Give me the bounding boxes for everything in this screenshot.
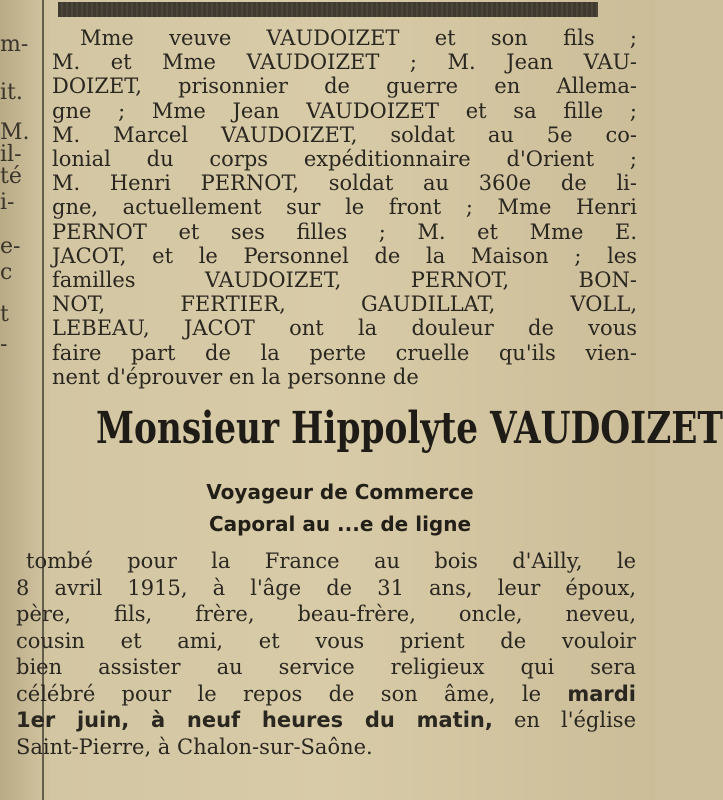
notice-line: gne, actuellement sur le front ; Mme Henri (52, 195, 637, 220)
body-line: célébré pour le repos de son âme, le (16, 681, 542, 706)
notice-family-list (52, 26, 637, 389)
body-line: tombé pour la France au bois d'Ailly, le (26, 549, 636, 573)
notice-line: lonial du corps expéditionnaire d'Orient ; (52, 147, 637, 172)
notice-line: gne ; Mme Jean VAUDOIZET et sa fille ; (52, 98, 637, 123)
notice-line: DOIZET, prisonnier de guerre en Allema- (52, 74, 637, 99)
rank-subtitle: Caporal au ...e de ligne (208, 512, 472, 536)
occupation-subtitle: Voyageur de Commerce (206, 480, 474, 504)
fragment-text: e- (0, 234, 21, 259)
notice-line: M. Henri PERNOT, soldat au 360e de li- (52, 171, 637, 196)
deceased-name-heading: Monsieur Hippolyte VAUDOIZET (96, 403, 723, 454)
notice-line: PERNOT et ses filles ; M. et Mme E. (52, 219, 637, 244)
notice-body (16, 548, 636, 760)
notice-line: familles VAUDOIZET, PERNOT, BON- (52, 268, 637, 293)
notice-line: Mme veuve VAUDOIZET et son fils ; (80, 26, 637, 50)
fragment-text: i- (0, 190, 15, 215)
body-line: bien assister au service religieux qui sera (16, 655, 636, 679)
notice-line: M. Marcel VAUDOIZET, soldat au 5e co- (52, 122, 637, 147)
fragment-text: it. (0, 80, 23, 105)
service-day: mardi (567, 681, 636, 706)
service-date-rest: juin, à neuf heures du matin, (76, 708, 493, 732)
service-date-day: 1er (16, 708, 56, 732)
fragment-text: té (0, 164, 22, 189)
notice-line: faire part de la perte cruelle qu'ils vien- (52, 340, 637, 365)
fragment-text: c (0, 260, 13, 285)
body-line: 8 avril 1915, à l'âge de 31 ans, leur époux, (16, 575, 636, 600)
fragment-text: - (0, 332, 8, 357)
fragment-text: il- (0, 142, 22, 167)
notice-line: LEBEAU, JACOT ont la douleur de vous (52, 316, 637, 341)
notice-line: nent d'éprouver en la personne de (52, 364, 419, 389)
church-text: en l'église (513, 708, 637, 732)
body-line: père, fils, frère, beau-frère, oncle, neveu, (16, 602, 636, 626)
notice-line: JACOT, et le Personnel de la Maison ; les (52, 243, 637, 268)
fragment-text: t (0, 302, 9, 327)
notice-line: M. et Mme VAUDOIZET ; M. Jean VAU- (52, 50, 637, 75)
fragment-text: M. (0, 120, 30, 145)
location-line: Saint-Pierre, à Chalon-sur-Saône. (16, 734, 373, 759)
body-line-with-day (16, 681, 636, 708)
body-line: cousin et ami, et vous prient de vouloir (16, 628, 636, 653)
notice-line: NOT, FERTIER, GAUDILLAT, VOLL, (52, 292, 637, 317)
service-date (16, 708, 493, 732)
fragment-text: m- (0, 32, 29, 57)
top-border-rule (58, 2, 598, 17)
service-date-line (16, 707, 636, 734)
